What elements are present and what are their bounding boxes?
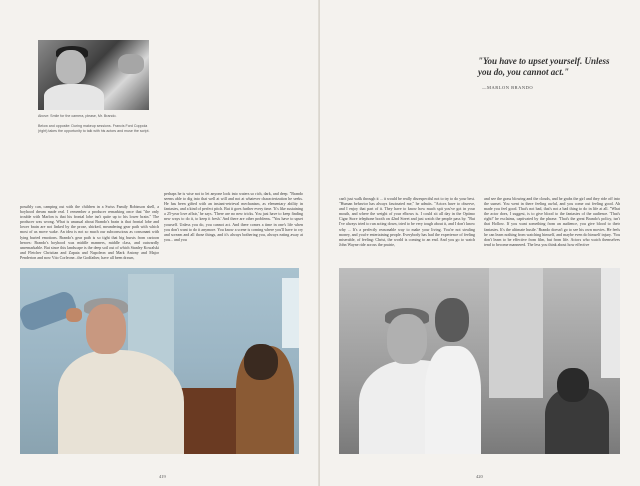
photo-hand	[66, 308, 82, 322]
quote-attribution: —MARLON BRANDO	[482, 85, 534, 90]
pull-quote: "You have to upset yourself. Unless you do, you cannot act."	[478, 56, 610, 77]
body-text-left-col1: possibly can, camping out with the children in a Swiss Family Robinson shell, a boyhood dream made real. I remember a producer remarking once that "the only trouble with Marlon is that his frontal lobe isn't quite up to his lower brain." The producer was wrong. What is unusual about Brando's brain is that frontal lobe and lower brain are not linked by the prose, shirked, meandering gear path with which most of us move wake. An idea is not so much our subconscious as consonant with lying buried emotions. Brando's gear path is so tight that big bursts from cartoon heroes: Brando's boyhood was middle manners, middle class, and outwardly unremarkable. But since this landscape is the deep soil out of which Stanley Kowalski and Fletcher Christian and Zapata and Napoleon and Mark Antony and Major Penderton and now Vito Corleone...the Godfather, have all been drawn,	[20, 204, 159, 260]
photo-second-man	[425, 346, 481, 454]
page-number: 419	[159, 474, 166, 479]
photo-door	[489, 268, 543, 398]
photo-window	[282, 278, 299, 348]
photo-head	[86, 304, 126, 354]
makeup-photo-bw	[339, 268, 620, 454]
photo-hand	[118, 54, 144, 74]
body-text-right-col1: can't just walk through it ... it would be really disrespectful not to try to do your best. "Human behavior has always fascinated me," he admits. "Actors have to observe, and I enjoy that part of it. They have to know how much spit you've got in your mouth, and where the weight of your elbows is. I could sit all day in the Optimo Cigar Store telephone booth on 42nd Street and just watch the people pass by. "But I've always tried to run acting down, tried to be very tough about it, and I don't know why ... It's a perfectly reasonable way to make your living. You're not stealing money, and you're entertaining people. Everybody has had the experience of feeling miserable, of feeling: Christ, the world is coming to an end. And you go to watch John Wayne ride across the prairie,	[339, 196, 475, 247]
photo-cape	[58, 350, 184, 454]
photo-window	[601, 268, 620, 378]
page-number: 420	[476, 474, 483, 479]
photo-shoulders	[44, 84, 104, 110]
photo-face	[56, 50, 86, 84]
photo-second-head	[435, 298, 469, 342]
caption-top: Above: Smile for the camera, please, Mr. Brando.	[38, 114, 117, 118]
photo-second-head	[244, 344, 278, 380]
photo-head	[387, 314, 427, 364]
body-text-right-col2: and see the grass blowing and the clouds, and he grabs the girl and they ride off into the sunset. You went in there feeling awful, and you come out feeling good. Ah made you feel good. That's not bad, that's not a bad thing to do in life at all. "What the actor does, I suggest, is to give blood to the fantasies of the audience. 'That's right!' he exclaims, captivated by the phrase. 'That's the great Brando's policy, isn't that Hollow. If you want something from an audience, you give blood to their fantasies. It's the ultimate hustle.' Brando doesn't go to see his own movies. He feels he can learn nothing from watching himself, and maybe even do himself injury. 'You don't learn to be effective from film, but from life. Actors who watch themselves tend to become mannered. The less you think about how effective	[484, 196, 620, 247]
makeup-photo-color	[20, 268, 299, 454]
caption-bottom: Below and opposite: During makeup sessions. Francis Ford Coppola (right) takes the opportunity to talk with his actors and muse the script.	[38, 124, 150, 133]
top-photo-bw	[38, 40, 149, 110]
photo-third-head	[557, 368, 589, 402]
body-text-left-col2: perhaps he is wise not to let anyone look into waters so rich, dark, and deep. "Brando seems able to dig into that well at will and not at whatever characterization he seeks. He has been gifted with an instant-retrieval mechanism, as elementary ability in fantasies, and a kind of perfect pitch. But it goes further every time. 'It's like sustaining a 25-year love affair,' he says. 'There are no new tricks. You just have to keep finding new ways to do it, to keep it fresh.' And there are other problems. "You have to upset yourself. Unless you do, you cannot act. And there comes a time in one's life when you don't want to do it anymore. You know a scene is coming where you'll have to cry and scream and all those things, and it's always bothering you, always eating away at you... and you	[164, 191, 303, 242]
